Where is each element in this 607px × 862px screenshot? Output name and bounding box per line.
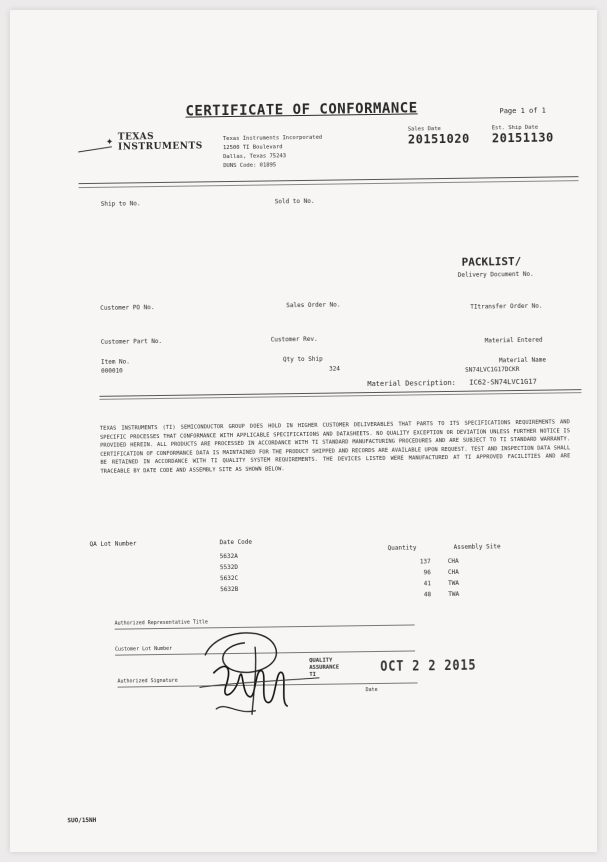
qty-to-ship-label: Qty to Ship xyxy=(282,355,323,364)
stamp-date: OCT 2 2 2015 xyxy=(380,657,477,675)
assembly-site-cell: CHA xyxy=(447,568,459,576)
assembly-site-cell: TWA xyxy=(448,579,460,587)
stamp-line: TI xyxy=(309,671,317,678)
delivery-document-label: Delivery Document No. xyxy=(457,270,534,279)
table-header-qa-lot: QA Lot Number xyxy=(89,540,137,548)
document-sheet xyxy=(10,10,597,852)
table-header-date-code: Date Code xyxy=(219,538,253,547)
customer-part-label: Customer Part No. xyxy=(100,337,163,346)
table-row xyxy=(420,556,431,600)
quantity-cell: 137 xyxy=(419,558,431,566)
address-line: DUNS Code: 01895 xyxy=(223,162,277,170)
address-line: 12500 TI Boulevard xyxy=(222,144,283,152)
date-code-cell: 5532D xyxy=(219,563,238,572)
document-title: CERTIFICATE OF CONFORMANCE xyxy=(185,100,418,120)
address-line: Dallas, Texas 75243 xyxy=(223,153,287,161)
customer-po-label: Customer PO No. xyxy=(100,304,155,312)
logo-line-2: INSTRUMENTS xyxy=(117,141,203,153)
quantity-cell: 48 xyxy=(423,591,432,599)
date-code-cell: 5632C xyxy=(219,574,239,583)
date-code-cell: 5632A xyxy=(219,552,238,561)
table-header-quantity: Quantity xyxy=(387,544,417,552)
ship-date-value: 20151130 xyxy=(491,130,554,146)
quantity-cell: 41 xyxy=(423,580,432,588)
page-number: Page 1 of 1 xyxy=(499,106,546,116)
stamp-line: QUALITY xyxy=(309,657,333,664)
item-label: Item No. xyxy=(100,358,130,366)
material-description-label: Material Description: xyxy=(367,378,456,389)
sold-to-label: Sold to No. xyxy=(274,197,315,206)
logo-line-1: TEXAS xyxy=(117,132,155,143)
authorized-signature-label: Authorized Signature xyxy=(117,677,178,685)
material-name-value: SN74LVC1G17DCKR xyxy=(465,365,520,374)
stamp-line: ASSURANCE xyxy=(309,664,340,671)
packlist-label: PACKLIST/ xyxy=(461,254,522,269)
sales-order-label: Sales Order No. xyxy=(286,301,341,310)
qty-to-ship-value: 324 xyxy=(329,365,341,373)
quality-assurance-stamp xyxy=(309,657,353,694)
ship-to-label: Ship to No. xyxy=(100,200,141,208)
company-address xyxy=(223,134,323,171)
footer-code: SUO/15NH xyxy=(67,816,97,825)
certificate-document xyxy=(16,16,590,850)
table-header-assembly-site: Assembly Site xyxy=(453,543,501,551)
table-row xyxy=(448,556,459,600)
sales-date-label: Sales Date xyxy=(407,126,441,133)
date-label: Date xyxy=(365,686,378,694)
item-value: 000010 xyxy=(101,367,123,375)
sales-date-field xyxy=(408,126,470,147)
authorized-title-label: Authorized Representative Title xyxy=(114,619,209,627)
date-code-cell: 5632B xyxy=(220,585,239,594)
ti-logo xyxy=(78,131,208,159)
table-row xyxy=(220,551,239,595)
ship-date-label: Est. Ship Date xyxy=(491,124,539,132)
customer-lot-label: Customer Lot Number xyxy=(114,645,173,653)
assembly-site-cell: TWA xyxy=(448,590,460,598)
transfer-order-label: TItransfer Order No. xyxy=(470,302,543,311)
ti-logo-icon: ✦ xyxy=(105,133,114,148)
quantity-cell: 96 xyxy=(423,569,431,577)
ship-date-field xyxy=(492,124,554,145)
customer-rev-label: Customer Rev. xyxy=(270,335,318,344)
material-name-label: Material Name xyxy=(498,356,547,365)
sales-date-value: 20151020 xyxy=(407,131,470,147)
handwritten-signature xyxy=(195,624,326,722)
logo-text xyxy=(118,131,203,152)
assembly-site-cell: CHA xyxy=(447,557,459,565)
material-entered-label: Material Entered xyxy=(484,336,543,345)
address-line: Texas Instruments Incorporated xyxy=(222,134,323,143)
material-description-value: IC62-SN74LVC1G17 xyxy=(469,377,537,387)
certification-statement: TEXAS INSTRUMENTS (TI) SEMICONDUCTOR GROUP DOES HOLD IN HIGHER CUSTOMER DELIVERABLES THAT PARTS TO ITS SPECIFICATIONS REQUIREMENTS AND SPECIFIC PROCESSES THAT CONFORMANCE WITH APPLICABLE SPECIFICATIONS AND DATASHEETS. NO QUALITY EXCEPTION OR DEVIATION UNLESS FURTHER NOTICE IS PROVIDED HEREIN. ALL PRODUCTS ARE PROCESSED IN ACCORDANCE WITH TI STANDARD MANUFACTURING PROCEDURES AND ARE SUBJECT TO TI STANDARD WARRANTY. CERTIFICATION OF CONFORMANCE DATA IS MAINTAINED FOR THE PRODUCT SHIPPED AND RECORDS ARE AVAILABLE UPON REQUEST. TEST AND INSPECTION DATA SHALL BE RETAINED IN ACCORDANCE WITH TI QUALITY SYSTEM REQUIREMENTS. THE DEVICES LISTED WERE MANUFACTURED AT TI APPROVED FACILITIES AND ARE TRACEABLE BY DATE CODE AND ASSEMBLY SITE AS SHOWN BELOW. xyxy=(99,419,571,475)
